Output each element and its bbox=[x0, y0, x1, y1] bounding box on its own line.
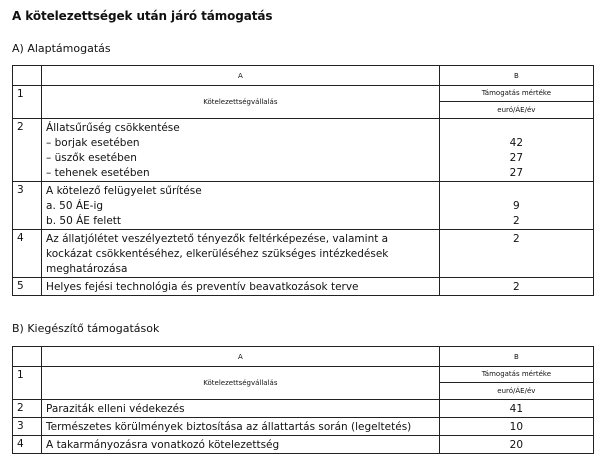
support-amount: 27 bbox=[509, 167, 524, 179]
commitment-text: A kötelező felügyelet sűrítése bbox=[46, 185, 202, 197]
support-amount bbox=[444, 262, 589, 277]
table-row bbox=[13, 418, 594, 436]
commitment-cell bbox=[42, 182, 440, 230]
row-number: 1 bbox=[13, 367, 42, 400]
table-row bbox=[13, 230, 594, 278]
support-amount: 42 bbox=[509, 137, 524, 149]
support-amount: 9 bbox=[513, 200, 520, 212]
support-amount: 41 bbox=[509, 403, 524, 415]
commitment-cell bbox=[42, 230, 440, 278]
support-amount: 2 bbox=[513, 233, 520, 245]
row-number: 2 bbox=[13, 119, 42, 182]
support-amount bbox=[444, 121, 589, 136]
row-number: 3 bbox=[13, 182, 42, 230]
support-amount bbox=[444, 184, 589, 199]
section-a-heading: A) Alaptámogatás bbox=[12, 42, 111, 55]
support-amount: 27 bbox=[509, 152, 524, 164]
table-row bbox=[13, 182, 594, 230]
row-number: 5 bbox=[13, 278, 42, 296]
column-letter-row bbox=[13, 347, 594, 367]
table-row bbox=[13, 278, 594, 296]
commitment-text: Az állatjólétet veszélyeztető tényezők feltérképezése, valamint a bbox=[46, 233, 389, 245]
header-row bbox=[13, 86, 594, 119]
row-number: 2 bbox=[13, 400, 42, 418]
commitment-text: Helyes fejési technológia és preventív beavatkozások terve bbox=[46, 281, 359, 293]
support-amount-cell bbox=[439, 418, 593, 436]
commitment-text: b. 50 ÁE felett bbox=[46, 215, 122, 227]
row-number: 1 bbox=[13, 86, 42, 119]
commitment-text: A takarmányozásra vonatkozó kötelezettség bbox=[46, 439, 280, 451]
support-amount-cell bbox=[439, 400, 593, 418]
table-row bbox=[13, 119, 594, 182]
support-amount-cell bbox=[439, 119, 593, 182]
section-b-heading: B) Kiegészítő támogatások bbox=[12, 322, 160, 335]
commitment-text: – tehenek esetében bbox=[46, 167, 150, 179]
table-row bbox=[13, 400, 594, 418]
column-a-label: A bbox=[42, 347, 440, 367]
commitment-cell bbox=[42, 436, 440, 454]
page-title: A kötelezettségek után járó támogatás bbox=[12, 9, 273, 23]
column-b-label: B bbox=[439, 347, 593, 367]
header-unit: euró/ÁE/év bbox=[497, 106, 536, 114]
commitment-cell bbox=[42, 418, 440, 436]
table-row bbox=[13, 436, 594, 454]
header-kotelezettsegvallalas: Kötelezettségvállalás bbox=[42, 367, 440, 400]
commitment-text: Paraziták elleni védekezés bbox=[46, 403, 185, 415]
table-kiegeszito-tamogatasok bbox=[12, 346, 594, 454]
commitment-text: Természetes körülmények biztosítása az állattartás során (legeltetés) bbox=[46, 421, 412, 433]
support-amount: 2 bbox=[513, 215, 520, 227]
header-row bbox=[13, 367, 594, 400]
support-amount: 10 bbox=[509, 421, 524, 433]
support-amount-cell bbox=[439, 182, 593, 230]
column-a-label: A bbox=[42, 66, 440, 86]
commitment-cell bbox=[42, 278, 440, 296]
corner-cell bbox=[13, 66, 42, 86]
commitment-cell bbox=[42, 400, 440, 418]
header-tamogatas-cell bbox=[439, 367, 593, 400]
support-amount: 20 bbox=[509, 439, 524, 451]
row-number: 4 bbox=[13, 436, 42, 454]
support-amount: 2 bbox=[513, 281, 520, 293]
header-tamogatas-merteke: Támogatás mértéke bbox=[440, 367, 593, 383]
support-amount bbox=[444, 247, 589, 262]
header-kotelezettsegvallalas: Kötelezettségvállalás bbox=[42, 86, 440, 119]
row-number: 4 bbox=[13, 230, 42, 278]
support-amount-cell bbox=[439, 230, 593, 278]
commitment-cell bbox=[42, 119, 440, 182]
commitment-text: Állatsűrűség csökkentése bbox=[46, 122, 180, 134]
commitment-text: kockázat csökkentéséhez, elkerüléséhez szükséges intézkedések bbox=[46, 248, 389, 260]
table-alaptamogatas bbox=[12, 65, 594, 296]
corner-cell bbox=[13, 347, 42, 367]
row-number: 3 bbox=[13, 418, 42, 436]
commitment-text: meghatározása bbox=[46, 263, 128, 275]
support-amount-cell bbox=[439, 278, 593, 296]
support-amount-cell bbox=[439, 436, 593, 454]
column-b-label: B bbox=[439, 66, 593, 86]
column-letter-row bbox=[13, 66, 594, 86]
commitment-text: – üszők esetében bbox=[46, 152, 137, 164]
header-tamogatas-merteke: Támogatás mértéke bbox=[440, 86, 593, 102]
commitment-text: a. 50 ÁE-ig bbox=[46, 200, 104, 212]
header-unit: euró/ÁE/év bbox=[497, 387, 536, 395]
header-tamogatas-cell bbox=[439, 86, 593, 119]
commitment-text: – borjak esetében bbox=[46, 137, 140, 149]
